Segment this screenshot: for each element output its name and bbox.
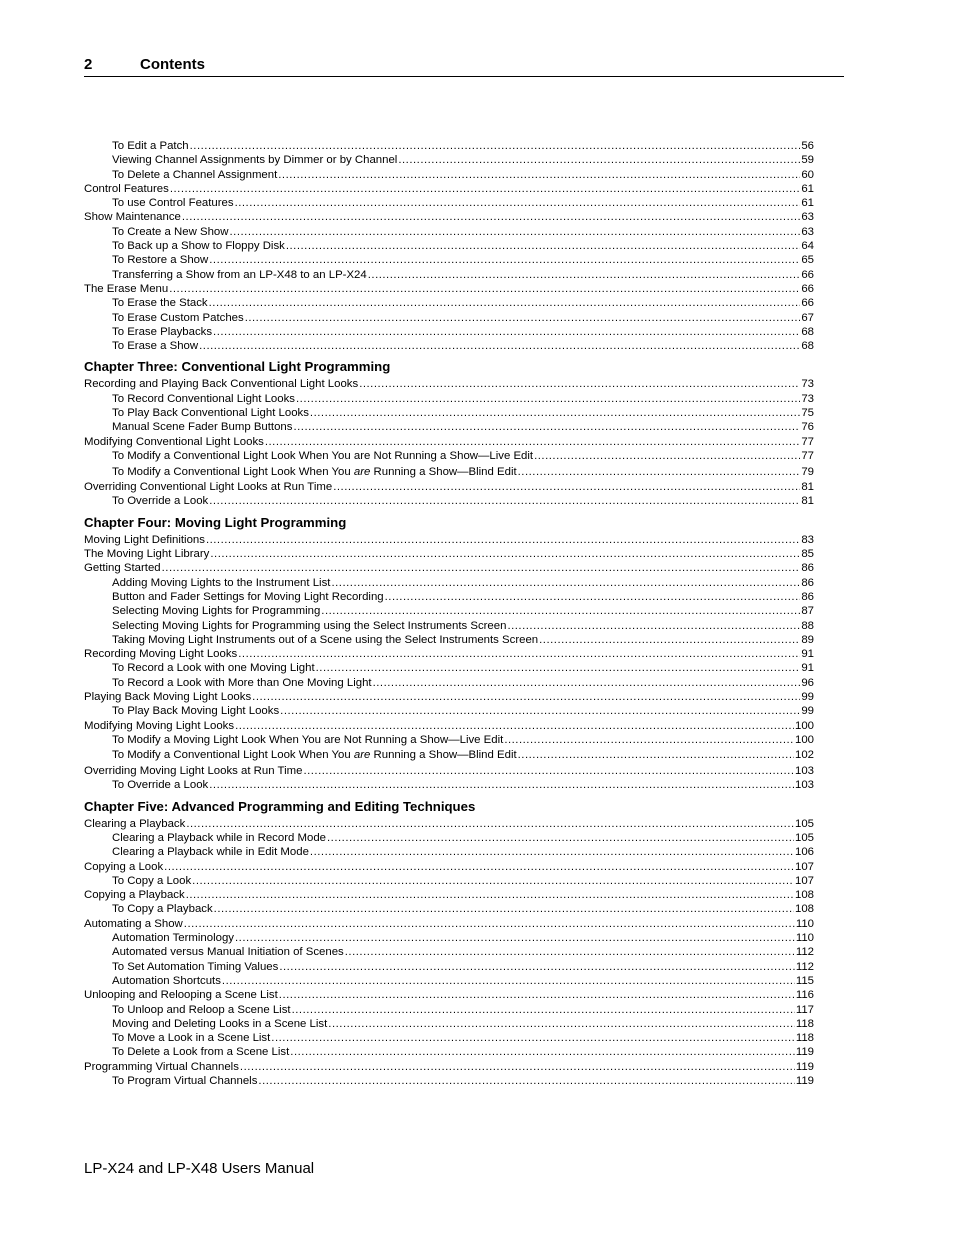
toc-page-number: 116 [795, 989, 814, 1002]
toc-subentry[interactable] [84, 296, 814, 310]
dot-leader [398, 153, 800, 167]
toc-page-number: 61 [801, 197, 814, 210]
toc-entry[interactable] [84, 561, 814, 575]
toc-entry-title-part: Running a Show—Blind Edit [370, 749, 517, 762]
dot-leader [222, 974, 795, 988]
toc-entry-title: Taking Moving Light Instruments out of a Scene using the Select Instruments Screen [112, 633, 539, 646]
toc-page-number: 115 [795, 974, 814, 987]
dot-leader [199, 339, 800, 353]
toc-page-number: 86 [801, 590, 814, 603]
toc-entry-title: The Erase Menu [84, 282, 169, 295]
dot-leader [214, 902, 794, 916]
toc-page-number: 75 [801, 407, 814, 420]
toc-page-number: 63 [801, 211, 814, 224]
toc-page-number: 73 [801, 378, 814, 391]
toc-page-number: 73 [801, 392, 814, 405]
dot-leader [280, 704, 800, 718]
toc-page-number: 102 [794, 749, 814, 762]
toc-entry-title: To Copy a Look [112, 874, 192, 887]
dot-leader [192, 874, 794, 888]
toc-subentry[interactable] [84, 704, 814, 718]
toc-subentry[interactable] [84, 619, 814, 633]
dot-leader [292, 1003, 795, 1017]
toc-page-number: 91 [801, 648, 814, 661]
toc-entry-title: Moving and Deleting Looks in a Scene List [112, 1017, 328, 1030]
toc-page-number: 56 [801, 140, 814, 152]
toc-page-number: 100 [794, 733, 814, 746]
dot-leader [209, 296, 801, 310]
toc-entry-title: To Play Back Moving Light Looks [112, 705, 280, 718]
toc-subentry[interactable] [84, 945, 814, 959]
toc-subentry[interactable] [84, 225, 814, 239]
dot-leader [321, 604, 800, 618]
toc-page-number: 67 [801, 311, 814, 324]
toc-entry-title: To Record a Look with More than One Moving Light [112, 676, 372, 689]
toc-entry-title: Selecting Moving Lights for Programming using the Select Instruments Screen [112, 619, 507, 632]
dot-leader [170, 182, 800, 196]
dot-leader [210, 547, 800, 561]
toc-entry-title: Unlooping and Relooping a Scene List [84, 989, 278, 1002]
dot-leader [303, 764, 794, 778]
toc-subentry[interactable] [84, 733, 814, 749]
toc-entry-title-emphasis: are [353, 465, 371, 478]
toc-entry[interactable] [84, 182, 814, 196]
toc-subentry[interactable] [84, 931, 814, 945]
dot-leader [286, 239, 800, 253]
toc-entry[interactable] [84, 1060, 814, 1074]
toc-entry-title: To Copy a Playback [112, 903, 213, 916]
dot-leader [209, 778, 794, 792]
toc-entry-title: To Set Automation Timing Values [112, 960, 279, 973]
toc-page-number: 81 [801, 495, 814, 508]
toc-entry-title [112, 748, 517, 764]
dot-leader [190, 139, 801, 153]
dot-leader [230, 225, 801, 239]
toc-page-number: 110 [795, 932, 814, 945]
toc-subentry[interactable] [84, 1017, 814, 1031]
dot-leader [279, 988, 795, 1002]
toc-entry-title: Moving Light Definitions [84, 533, 205, 546]
chapter-heading: Chapter Four: Moving Light Programming [84, 514, 347, 530]
toc-subentry[interactable] [84, 576, 814, 590]
dot-leader [539, 633, 800, 647]
dot-leader [235, 719, 794, 733]
toc-subentry[interactable] [84, 974, 814, 988]
toc-entry-title-part: To Modify a Conventional Light Look When You [112, 465, 354, 478]
toc-entry-title: Modifying Moving Light Looks [84, 719, 235, 732]
toc-subentry[interactable] [84, 661, 814, 675]
toc-page-number: 119 [795, 1060, 814, 1073]
toc-entry[interactable] [84, 764, 814, 778]
toc-entry-title: Playing Back Moving Light Looks [84, 690, 252, 703]
page-footer: LP-X24 and LP-X48 Users Manual [84, 1160, 315, 1177]
toc-page-number: 64 [801, 240, 814, 253]
toc-page-number: 65 [801, 254, 814, 267]
toc-entry-title: To Move a Look in a Scene List [112, 1032, 271, 1045]
toc-entry[interactable] [84, 210, 814, 224]
toc-entry[interactable] [84, 817, 814, 831]
dot-leader [252, 690, 800, 704]
toc-entry-title: Copying a Look [84, 860, 164, 873]
toc-entry-title: To Erase the Stack [112, 297, 208, 310]
toc-subentry[interactable] [84, 494, 814, 508]
dot-leader [184, 917, 795, 931]
toc-entry-title: Modifying Conventional Light Looks [84, 435, 264, 448]
toc-entry-title: Recording and Playing Back Conventional Light Looks [84, 378, 359, 391]
toc-subentry[interactable] [84, 831, 814, 845]
toc-entry-title: To use Control Features [112, 197, 234, 210]
toc-page-number: 103 [794, 765, 814, 778]
dot-leader [290, 1045, 795, 1059]
dot-leader [316, 661, 801, 675]
dot-leader [209, 253, 800, 267]
toc-entry[interactable] [84, 377, 814, 391]
toc-entry-title: To Erase a Show [112, 340, 199, 353]
toc-entry-title: To Erase Playbacks [112, 325, 213, 338]
toc-subentry[interactable] [84, 874, 814, 888]
toc-subentry[interactable] [84, 253, 814, 267]
toc-subentry[interactable] [84, 960, 814, 974]
chapter-heading: Chapter Three: Conventional Light Programming [84, 359, 391, 375]
toc-entry-title: To Override a Look [112, 495, 209, 508]
toc-subentry[interactable] [84, 902, 814, 916]
toc-page-number: 107 [794, 860, 814, 873]
toc-entry[interactable] [84, 917, 814, 931]
dot-leader [278, 168, 800, 182]
toc-entry[interactable] [84, 647, 814, 661]
dot-leader [245, 311, 801, 325]
toc-entry-title: Transferring a Show from an LP-X48 to an LP-X24 [112, 268, 367, 281]
toc-subentry[interactable] [84, 1003, 814, 1017]
toc-entry[interactable] [84, 888, 814, 902]
dot-leader [238, 647, 800, 661]
dot-leader [209, 494, 800, 508]
dot-leader [368, 268, 801, 282]
toc-entry-title: To Erase Custom Patches [112, 311, 244, 324]
toc-subentry[interactable] [84, 325, 814, 339]
dot-leader [504, 733, 794, 749]
toc-entry[interactable] [84, 282, 814, 296]
toc-entry-title: To Record a Look with one Moving Light [112, 662, 315, 675]
toc-subentry[interactable] [84, 778, 814, 792]
toc-subentry[interactable] [84, 392, 814, 406]
dot-leader [240, 1060, 795, 1074]
toc-page-number: 66 [801, 297, 814, 310]
toc-entry[interactable] [84, 988, 814, 1002]
dot-leader [518, 748, 794, 764]
toc-page-number: 105 [794, 831, 814, 844]
dot-leader [258, 1074, 794, 1088]
dot-leader [279, 960, 795, 974]
toc-page-number: 77 [801, 435, 814, 448]
toc-entry-title: To Edit a Patch [112, 140, 189, 152]
dot-leader [265, 435, 800, 449]
toc-subentry[interactable] [84, 748, 814, 764]
toc-entry-title: Getting Started [84, 562, 161, 575]
toc-page-number: 86 [801, 576, 814, 589]
toc-entry-title: Automation Terminology [112, 932, 234, 945]
toc-entry-title: To Play Back Conventional Light Looks [112, 407, 309, 420]
toc-page-number: 81 [801, 481, 814, 494]
toc-page-number: 110 [795, 917, 814, 930]
toc-entry-title: Overriding Conventional Light Looks at Run Time [84, 481, 333, 494]
page-header [84, 55, 844, 77]
toc-entry-title: To Create a New Show [112, 225, 229, 238]
table-of-contents [84, 139, 814, 1088]
toc-subentry[interactable] [84, 676, 814, 690]
toc-entry-title: Automating a Show [84, 917, 183, 930]
toc-page-number: 91 [801, 662, 814, 675]
dot-leader [271, 1031, 795, 1045]
dot-leader [169, 282, 800, 296]
toc-entry[interactable] [84, 533, 814, 547]
toc-entry-title: Manual Scene Fader Bump Buttons [112, 421, 293, 434]
dot-leader [359, 377, 800, 391]
toc-page-number: 77 [801, 449, 814, 462]
toc-subentry[interactable] [84, 1031, 814, 1045]
dot-leader [235, 931, 795, 945]
dot-leader [310, 845, 794, 859]
toc-subentry[interactable] [84, 420, 814, 434]
toc-entry-title: To Record Conventional Light Looks [112, 392, 295, 405]
dot-leader [331, 576, 800, 590]
toc-entry-title-part: To Modify a Conventional Light Look When You [112, 749, 354, 762]
toc-subentry[interactable] [84, 168, 814, 182]
toc-subentry[interactable] [84, 311, 814, 325]
toc-page-number: 108 [794, 889, 814, 902]
toc-page-number: 76 [801, 421, 814, 434]
toc-entry[interactable] [84, 719, 814, 733]
dot-leader [235, 196, 801, 210]
toc-entry-title: To Modify a Moving Light Look When You are Not Running a Show—Live Edit [112, 733, 504, 746]
dot-leader [518, 465, 801, 481]
toc-entry-title: To Delete a Look from a Scene List [112, 1046, 290, 1059]
dot-leader [186, 888, 794, 902]
toc-entry-title: Overriding Moving Light Looks at Run Time [84, 765, 303, 778]
toc-subentry[interactable] [84, 465, 814, 481]
toc-page-number: 85 [801, 548, 814, 561]
toc-page-number: 105 [794, 817, 814, 830]
toc-entry-title: Clearing a Playback while in Record Mode [112, 831, 326, 844]
toc-subentry[interactable] [84, 590, 814, 604]
toc-entry-title: Automated versus Manual Initiation of Scenes [112, 946, 344, 959]
dot-leader [213, 325, 800, 339]
toc-page-number: 119 [795, 1046, 814, 1059]
toc-entry-title: Button and Fader Settings for Moving Light Recording [112, 590, 384, 603]
toc-subentry[interactable] [84, 153, 814, 167]
toc-entry[interactable] [84, 690, 814, 704]
toc-entry-title-emphasis: are [353, 749, 371, 762]
toc-entry-title: Programming Virtual Channels [84, 1060, 239, 1073]
toc-entry-title: To Program Virtual Channels [112, 1075, 258, 1087]
toc-entry-title-part: Running a Show—Blind Edit [370, 465, 517, 478]
toc-subentry[interactable] [84, 239, 814, 253]
toc-entry-title [112, 465, 517, 481]
dot-leader [327, 831, 794, 845]
toc-entry-title: Viewing Channel Assignments by Dimmer or by Channel [112, 154, 398, 167]
toc-subentry[interactable] [84, 339, 814, 353]
toc-entry[interactable] [84, 480, 814, 494]
toc-page-number: 118 [795, 1017, 814, 1030]
toc-entry[interactable] [84, 547, 814, 561]
page-number: 2 [84, 56, 93, 73]
toc-subentry[interactable] [84, 268, 814, 282]
toc-page-number: 119 [795, 1075, 814, 1087]
toc-entry-title: The Moving Light Library [84, 548, 210, 561]
dot-leader [385, 590, 801, 604]
toc-page-number: 66 [801, 268, 814, 281]
toc-entry-title: To Unloop and Reloop a Scene List [112, 1003, 291, 1016]
toc-page-number: 60 [801, 168, 814, 181]
toc-entry-title: Selecting Moving Lights for Programming [112, 605, 321, 618]
toc-entry-title: To Modify a Conventional Light Look When You are Not Running a Show—Live Edit [112, 449, 534, 462]
toc-entry[interactable] [84, 860, 814, 874]
toc-page-number: 63 [801, 225, 814, 238]
toc-entry-title: To Delete a Channel Assignment [112, 168, 278, 181]
toc-page-number: 79 [801, 465, 814, 478]
toc-subentry[interactable] [84, 406, 814, 420]
toc-subentry[interactable] [84, 845, 814, 859]
toc-page-number: 99 [801, 690, 814, 703]
toc-entry-title: Recording Moving Light Looks [84, 648, 238, 661]
toc-entry-title: Adding Moving Lights to the Instrument List [112, 576, 331, 589]
toc-entry-title: Copying a Playback [84, 889, 185, 902]
toc-page-number: 118 [795, 1032, 814, 1045]
toc-page-number: 68 [801, 325, 814, 338]
toc-entry-title: To Back up a Show to Floppy Disk [112, 240, 285, 253]
toc-page-number: 87 [801, 605, 814, 618]
toc-subentry[interactable] [84, 139, 814, 153]
dot-leader [328, 1017, 795, 1031]
toc-page-number: 100 [794, 719, 814, 732]
toc-page-number: 112 [795, 946, 814, 959]
dot-leader [182, 210, 800, 224]
dot-leader [293, 420, 800, 434]
toc-entry-title: Control Features [84, 182, 169, 195]
toc-page-number: 103 [794, 779, 814, 792]
toc-page-number: 99 [801, 705, 814, 718]
toc-subentry[interactable] [84, 633, 814, 647]
toc-entry-title: Automation Shortcuts [112, 974, 221, 987]
toc-page-number: 66 [801, 282, 814, 295]
toc-page-number: 86 [801, 562, 814, 575]
toc-entry[interactable] [84, 435, 814, 449]
toc-entry-title: Show Maintenance [84, 211, 181, 224]
toc-subentry[interactable] [84, 449, 814, 465]
toc-page-number: 117 [795, 1003, 814, 1016]
dot-leader [186, 817, 794, 831]
toc-page-number: 107 [794, 874, 814, 887]
dot-leader [296, 392, 800, 406]
dot-leader [373, 676, 801, 690]
dot-leader [507, 619, 800, 633]
toc-entry-title: To Override a Look [112, 779, 209, 792]
dot-leader [310, 406, 800, 420]
toc-entry-title: To Restore a Show [112, 254, 209, 267]
dot-leader [534, 449, 800, 465]
toc-page-number: 108 [794, 903, 814, 916]
toc-subentry[interactable] [84, 1045, 814, 1059]
dot-leader [162, 561, 801, 575]
dot-leader [333, 480, 800, 494]
toc-page-number: 106 [794, 846, 814, 859]
toc-page-number: 112 [795, 960, 814, 973]
dot-leader [164, 860, 794, 874]
chapter-heading: Chapter Five: Advanced Programming and Editing Techniques [84, 798, 476, 814]
toc-entry-title: Clearing a Playback [84, 817, 186, 830]
toc-entry-title: Clearing a Playback while in Edit Mode [112, 846, 309, 859]
toc-subentry[interactable] [84, 196, 814, 210]
toc-page-number: 68 [801, 340, 814, 353]
toc-subentry[interactable] [84, 1074, 814, 1088]
toc-subentry[interactable] [84, 604, 814, 618]
toc-page-number: 89 [801, 633, 814, 646]
toc-page-number: 59 [801, 154, 814, 167]
toc-page-number: 83 [801, 533, 814, 546]
toc-page-number: 61 [801, 182, 814, 195]
toc-page-number: 96 [801, 676, 814, 689]
toc-page-number: 88 [801, 619, 814, 632]
dot-leader [345, 945, 795, 959]
dot-leader [206, 533, 800, 547]
header-title: Contents [140, 56, 205, 73]
